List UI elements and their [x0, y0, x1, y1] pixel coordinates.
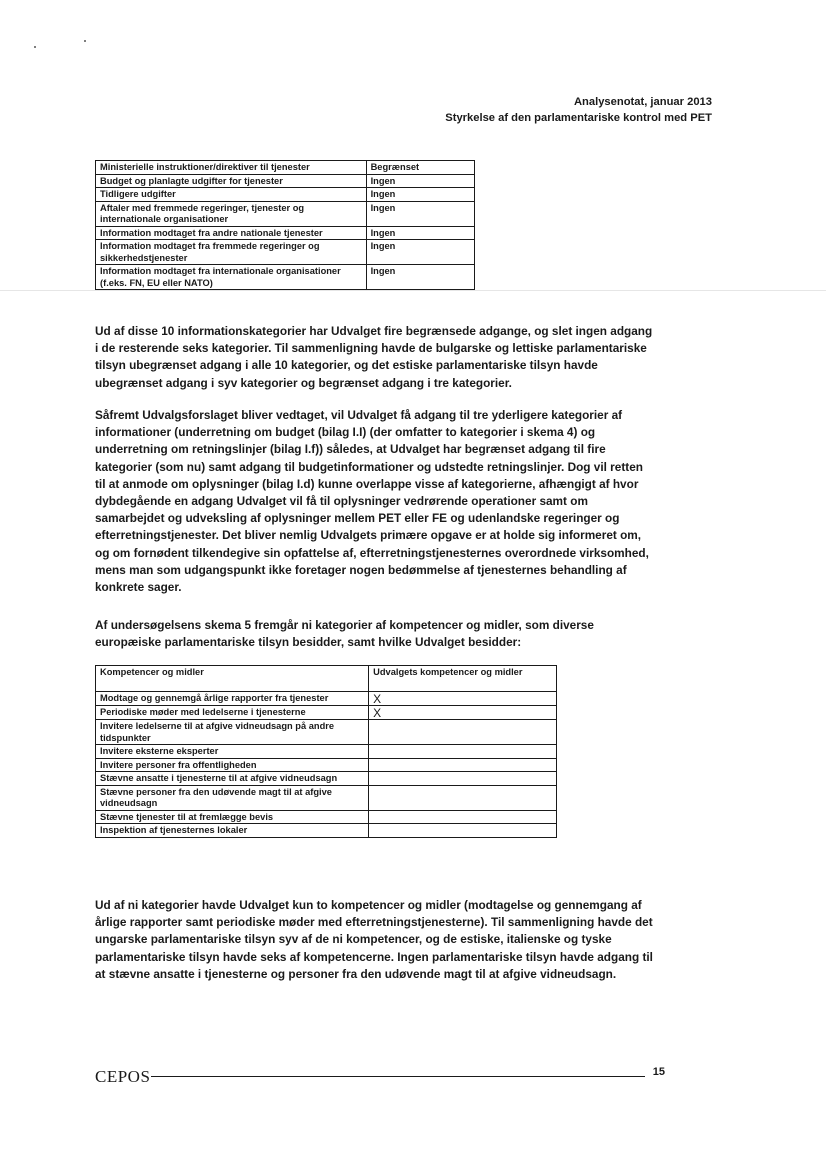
table-row — [96, 174, 475, 188]
table-cell-check: X — [369, 692, 557, 706]
page-number: 15 — [652, 1066, 665, 1078]
table-row — [96, 240, 475, 265]
header-date: Analysenotat, januar 2013 — [573, 96, 712, 108]
table-row — [96, 201, 475, 226]
table-cell-category: Information modtaget fra andre nationale tjenester — [96, 226, 367, 240]
table-row — [96, 161, 475, 175]
table-row — [96, 772, 557, 786]
scan-speck — [34, 46, 36, 48]
table-cell-competence: Invitere eksterne eksperter — [96, 745, 369, 759]
header-title: Styrkelse af den parlamentariske kontrol med PET — [445, 112, 712, 124]
competences-table — [95, 665, 557, 838]
table-header-row — [96, 666, 557, 692]
table-cell-access: Ingen — [366, 265, 474, 290]
table-cell-category: Information modtaget fra fremmede regeringer og sikkerhedstjenester — [96, 240, 367, 265]
table-cell-check: X — [369, 706, 557, 720]
table-cell-check — [369, 772, 557, 786]
table-cell-competence: Stævne ansatte i tjenesterne til at afgive vidneudsagn — [96, 772, 369, 786]
table-cell-competence: Modtage og gennemgå årlige rapporter fra tjenester — [96, 692, 369, 706]
table-cell-category: Tidligere udgifter — [96, 188, 367, 202]
footer-rule — [151, 1076, 645, 1077]
table-cell-category: Information modtaget fra internationale organisationer (f.eks. FN, EU eller NATO) — [96, 265, 367, 290]
table-cell-check — [369, 824, 557, 838]
body-paragraph: Af undersøgelsens skema 5 fremgår ni kategorier af kompetencer og midler, som diverse europæiske parlamentariske tilsyn besidder, samt hvilke Udvalget besidder: — [95, 618, 594, 650]
scan-artifact-line — [0, 290, 826, 291]
table-cell-category: Ministerielle instruktioner/direktiver til tjenester — [96, 161, 367, 175]
table-cell-competence: Stævne personer fra den udøvende magt til at afgive vidneudsagn — [96, 785, 369, 810]
cepos-logo: CEPOS — [95, 1067, 151, 1086]
table-header-cell: Udvalgets kompetencer og midler — [369, 666, 557, 692]
page-footer — [95, 1062, 665, 1092]
table-row — [96, 824, 557, 838]
table-cell-check — [369, 758, 557, 772]
table-cell-competence: Inspektion af tjenesternes lokaler — [96, 824, 369, 838]
table-cell-competence: Invitere personer fra offentligheden — [96, 758, 369, 772]
table-cell-competence: Invitere ledelserne til at afgive vidneudsagn på andre tidspunkter — [96, 720, 369, 745]
table-cell-access: Begrænset — [366, 161, 474, 175]
table-cell-access: Ingen — [366, 201, 474, 226]
table-cell-competence: Stævne tjenester til at fremlægge bevis — [96, 810, 369, 824]
table-cell-category: Aftaler med fremmede regeringer, tjenester og internationale organisationer — [96, 201, 367, 226]
table-cell-access: Ingen — [366, 174, 474, 188]
table-cell-access: Ingen — [366, 226, 474, 240]
document-header — [445, 94, 712, 126]
table-cell-check — [369, 810, 557, 824]
table-row — [96, 706, 557, 720]
table-row — [96, 745, 557, 759]
table-cell-access: Ingen — [366, 240, 474, 265]
table-header-cell: Kompetencer og midler — [96, 666, 369, 692]
table-cell-check — [369, 785, 557, 810]
information-access-table — [95, 160, 475, 290]
table-cell-check — [369, 745, 557, 759]
body-paragraph: Såfremt Udvalgsforslaget bliver vedtaget, vil Udvalget få adgang til tre yderligere kategorier af informationer (underretning om budget (bilag I.I) (der omfatter to kategorier i skema 4) og underretning om retningslinjer (bilag I.f)) således, at Udvalget har begrænset adgang til fire kategorier (som nu) samt adgang til budgetinformationer og udstedte retningslinjer. Dog vil retten til at anmode om oplysninger (bilag I.d) kunne overlappe visse af kategorierne, afhængigt af hvor dybdegående en adgang Udvalget vil få til oplysninger vedrørende operationer samt om samarbejdet og udveksling af oplysninger mellem PET eller FE og udenlandske regeringer og efterretningstjenester. Det bliver nemlig Udvalgets primære opgave er at holde sig informeret om, og om fornødent tilkendegive sin opfattelse af, efterretningstjenesternes overordnede virksomhed, mens man som udgangspunkt ikke foretager nogen bedømmelse af tjenesternes behandling af konkrete sager. — [95, 408, 649, 595]
table-row — [96, 810, 557, 824]
body-paragraph: Ud af ni kategorier havde Udvalget kun to kompetencer og midler (modtagelse og gennemgang af årlige rapporter samt periodiske møder med efterretningstjenesterne). Til sammenligning havde det ungarske parlamentariske tilsyn syv af de ni kompetencer, og de estiske, italienske og tyske parlamentariske tilsyn havde seks af kompetencerne. Ingen parlamentariske tilsyn havde adgang til at stævne ansatte i tjenesterne og personer fra den udøvende magt til at afgive vidneudsagn. — [95, 898, 653, 981]
table-row — [96, 758, 557, 772]
body-paragraph: Ud af disse 10 informationskategorier har Udvalget fire begrænsede adgange, og slet ingen adgang i de resterende seks kategorier. Til sammenligning havde de bulgarske og lettiske parlamentariske tilsyn ubegrænset adgang i alle 10 kategorier, og det estiske parlamentariske tilsyn havde ubegrænset adgang i syv kategorier og begrænset adgang i tre kategorier. — [95, 324, 653, 390]
table-row — [96, 188, 475, 202]
table-cell-category: Budget og planlagte udgifter for tjenester — [96, 174, 367, 188]
scan-speck — [84, 40, 86, 42]
table-cell-access: Ingen — [366, 188, 474, 202]
table-cell-competence: Periodiske møder med ledelserne i tjenesterne — [96, 706, 369, 720]
table-row — [96, 265, 475, 290]
table-row — [96, 226, 475, 240]
table-row — [96, 692, 557, 706]
table-row — [96, 720, 557, 745]
table-cell-check — [369, 720, 557, 745]
table-row — [96, 785, 557, 810]
